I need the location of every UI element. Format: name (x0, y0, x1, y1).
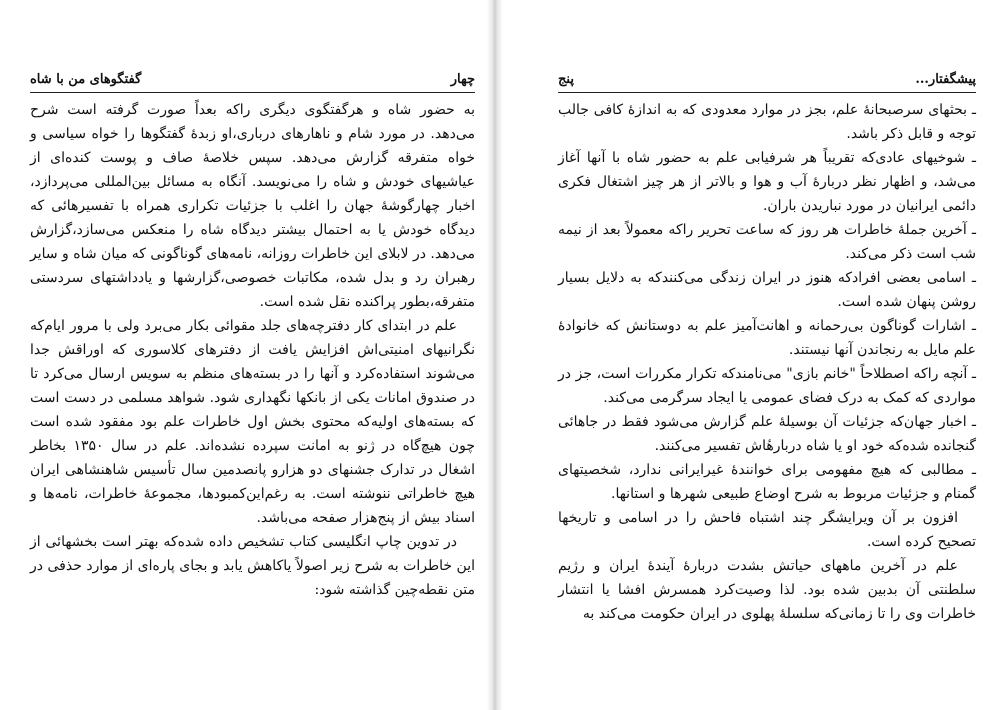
book-spine-gutter (487, 0, 503, 710)
bullet-item: ـ اخبار جهان‌که جزئیات آن بوسیلهٔ علم گزارش می‌شود فقط در جاهائی گنجانده شده‌که خود او یا شاه دربارهٔاش تفسیر می‌کنند. (558, 414, 976, 454)
bullet-item: ـ بحثهای سرصبحانهٔ علم، بجز در موارد معدودی که به اندازهٔ کافی جالب توجه و قابل ذکر باشد. (558, 102, 976, 142)
bullet-item: ـ مطالبی که هیچ مفهومی برای خوانندهٔ غیرایرانی ندارد، شخصیتهای گمنام و جزئیات مربوط به شرح اوضاع طبیعی شهرها و استانها. (558, 462, 976, 502)
page-number: چهار (450, 72, 475, 87)
paragraph: علم در آخرین ماههای حیاتش بشدت دربارهٔ آیندهٔ ایران و رژیم سلطنتی آن بدبین شده بود. لذا وصیت‌کرد همسرش افشا یا انتشار خاطرات وی را تا زمانی‌که سلسلهٔ پهلوی در ایران حکومت می‌کند به (558, 558, 976, 622)
bullet-item: ـ آنچه راکه اصطلاحاً "خانم بازی" می‌نامندکه تکرار مکررات است، جز در مواردی که کمک به درک فضای عمومی یا ایجاد سرگرمی می‌کند. (558, 366, 976, 406)
right-page-body (558, 98, 976, 626)
right-page-header (558, 72, 976, 93)
right-page (558, 0, 976, 710)
bullet-item: ـ اشارات گوناگون بی‌رحمانه و اهانت‌آمیز علم به دوستانش که خانوادهٔ علم مایل به رنجاندن آنها نیستند. (558, 318, 976, 358)
running-title: پیشگفتار... (915, 72, 976, 87)
left-page-body (30, 98, 475, 602)
left-page (30, 0, 475, 710)
paragraph: علم در ابتدای کار دفترچه‌های جلد مقوائی بکار می‌برد ولی با مرور ایام‌که نگرانیهای امنیتی‌اش افزایش یافت از دفترهای کلاسوری که اوراقش جدا می‌شوند استفاده‌کرد و آنها را در بسته‌های منظم به سویس ارسال می‌کرد تا در صندوق امانات یکی از بانکها نگهداری شود. شواهد مسلمی در دست است که بسته‌های اولیه‌که محتوی بخش اول خاطرات علم بود مفقود شده است چون هیچ‌گاه در ژنو به امانت سپرده نشده‌اند. علم در سال ۱۳۵۰ بخاطر اشغال در تدارک جشنهای دو هزارو پانصدمین سال تأسیس شاهنشاهی ایران هیچ خاطراتی ننوشته است. به رغم‌این‌کمبودها، مجموعهٔ خاطرات، نامه‌ها و اسناد بیش از پنج‌هزار صفحه می‌باشد. (30, 318, 475, 526)
paragraph: در تدوین چاپ انگلیسی کتاب تشخیص داده شده‌که بهتر است بخشهائی از این خاطرات به شرح زیر اصولاً یا‌کاهش یابد و بجای پاره‌ای از موارد حذفی در متن نقطه‌چین گذاشته شود: (30, 534, 475, 598)
bullet-item: ـ اسامی بعضی افرادکه هنوز در ایران زندگی می‌کنند‌که به دلایل بسیار روشن پنهان شده است. (558, 270, 976, 310)
left-page-header (30, 72, 475, 93)
bullet-item: ـ شوخیهای عادی‌که تقریباً هر شرفیابی علم به حضور شاه با آنها آغاز می‌شد، و اظهار نظر دربارهٔ آب و هوا و بالاتر از هر چیز اشتغال فکری دائمی ایرانیان در مورد نباریدن باران. (558, 150, 976, 214)
paragraph: افزون بر آن ویرایشگر چند اشتباه فاحش را در اسامی و تاریخها تصحیح کرده است. (558, 510, 976, 550)
paragraph: به حضور شاه و هرگفتگوی دیگری راکه بعداً صورت گرفته است شرح می‌دهد. در مورد شام و ناهارهای درباری،او زبدهٔ گفتگوها را خواه سیاسی و خواه متفرقه گزارش می‌دهد. سپس خلاصهٔ صاف و پوست کنده‌ای از عیاشیهای خودش و شاه را می‌نویسد. آنگاه به مسائل بین‌المللی می‌پردازد، اخبار چهارگوشهٔ جهان را اغلب با جزئیات تکراری همراه با تفسیرهائی که دیدگاه خودش یا به احتمال بیشتر دیدگاه شاه را منعکس می‌سازد،گزارش می‌دهد. در لابلای این خاطرات روزانه، نامه‌های گوناگونی که میان شاه و سایر رهبران رد و بدل شده، مکاتبات خصوصی،گزارشها و یادداشتهای سردستی متفرقه،بطور پراکنده نقل شده است. (29, 102, 475, 310)
page-number: پنج (558, 72, 574, 87)
running-title: گفتگوهای من با شاه (30, 72, 142, 87)
bullet-item: ـ آخرین جملهٔ خاطرات هر روز که ساعت تحریر راکه معمولاً بعد از نیمه شب است ذکر می‌کند. (558, 222, 976, 262)
